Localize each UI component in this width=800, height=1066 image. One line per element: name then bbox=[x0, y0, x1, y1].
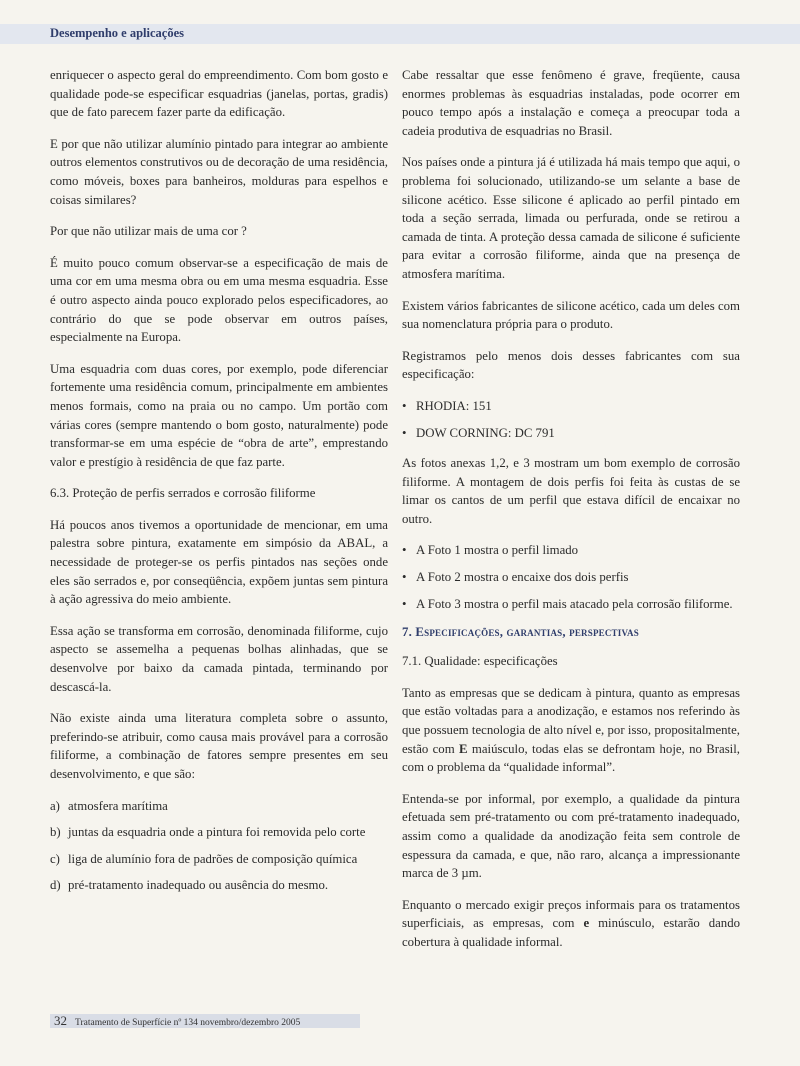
bullet-icon: • bbox=[402, 596, 407, 611]
list-item: c) liga de alumínio fora de padrões de composição química bbox=[50, 851, 358, 866]
footer-text: Tratamento de Superfície nº 134 novembro/dezembro 2005 bbox=[75, 1018, 301, 1028]
paragraph: enriquecer o aspecto geral do empreendimento. Com bom gosto e qualidade pode-se especificar esquadrias (janelas, portas, gradis) que de fato parecem fazer parte da edificação. bbox=[50, 68, 388, 120]
bullet-icon: • bbox=[402, 570, 407, 585]
left-column bbox=[50, 66, 388, 903]
paragraph: Registramos pelo menos dois desses fabricantes com sua especificação: bbox=[402, 348, 740, 382]
page-number: 32 bbox=[54, 1013, 67, 1028]
factor-list bbox=[50, 797, 388, 895]
subsection-heading: 7.1. Qualidade: especificações bbox=[402, 654, 558, 669]
paragraph: Há poucos anos tivemos a oportunidade de mencionar, em uma palestra sobre pintura, exatamente em simpósio da ABAL, a necessidade de proteger-se os perfis pintados nas seções onde eles são serrados e, por conseqüência, expõem juntas sem pintura à ação agressiva do meio ambiente. bbox=[50, 517, 388, 607]
photo-list bbox=[402, 541, 740, 613]
paragraph: Essa ação se transforma em corrosão, denominada filiforme, cujo aspecto se assemelha a pequenas bolhas alinhadas, que se desenvolve por baixo da camada pintada, terminando por descascá-la. bbox=[50, 623, 388, 694]
list-item: • A Foto 3 mostra o perfil mais atacado pela corrosão filiforme. bbox=[402, 595, 740, 614]
page-footer bbox=[54, 1013, 300, 1029]
paragraph: E por que não utilizar alumínio pintado para integrar ao ambiente outros elementos construtivos ou de decoração de uma residência, como móveis, boxes para banheiros, molduras para espelhos e coisas similares? bbox=[50, 136, 388, 207]
paragraph: As fotos anexas 1,2, e 3 mostram um bom exemplo de corrosão filiforme. A montagem de dois perfis foi feita às custas de se limar os cantos de um perfil que estava difícil de encaixar no outro. bbox=[402, 456, 740, 526]
list-item: b) juntas da esquadria onde a pintura foi removida pelo corte bbox=[50, 825, 366, 840]
paragraph: Uma esquadria com duas cores, por exemplo, pode diferenciar fortemente uma residência comum, principalmente em ambientes menos formais, como na praia ou no campo. Um portão com várias cores (sempre mantendo o bom gosto, naturalmente) pode transformar-se em uma espécie de “obra de arte”, emprestando valor e prestígio à residência de que faz parte. bbox=[50, 361, 388, 469]
bullet-icon: • bbox=[402, 398, 407, 413]
subsection-heading: 6.3. Proteção de perfis serrados e corrosão filiforme bbox=[50, 486, 316, 501]
paragraph: Entenda-se por informal, por exemplo, a qualidade da pintura efetuada sem pré-tratamento ou com pré-tratamento inadequado, assim como a qualidade da anodização feita sem controle de espessura da camada, e que, não raro, alcança a impressionante marca de 3 µm. bbox=[402, 791, 740, 881]
list-item: • RHODIA: 151 bbox=[402, 397, 740, 416]
paragraph: Existem vários fabricantes de silicone acético, cada um deles com sua nomenclatura própria para o produto. bbox=[402, 298, 740, 332]
right-column bbox=[402, 66, 740, 965]
paragraph: Não existe ainda uma literatura completa sobre o assunto, preferindo-se atribuir, como causa mais provável para a corrosão filiforme, a combinação de fatores sempre presentes em seu desenvolvimento, e que são: bbox=[50, 711, 388, 781]
list-item: d) pré-tratamento inadequado ou ausência do mesmo. bbox=[50, 878, 329, 893]
section-label: Desempenho e aplicações bbox=[50, 26, 185, 40]
list-item: • A Foto 2 mostra o encaixe dos dois perfis bbox=[402, 568, 740, 587]
list-item: • A Foto 1 mostra o perfil limado bbox=[402, 541, 740, 560]
paragraph: É muito pouco comum observar-se a especificação de mais de uma cor em uma mesma obra ou em uma mesma esquadria. Esse é outro aspecto ainda pouco explorado pelos especificadores, ao contrário do que se pode observar em outros países, especialmente na Europa. bbox=[50, 255, 388, 345]
manufacturer-list bbox=[402, 397, 740, 442]
paragraph: Enquanto o mercado exigir preços informais para os tratamentos superficiais, as empresas, com e minúsculo, estarão dando cobertura à qualidade informal. bbox=[402, 897, 740, 949]
paragraph: Cabe ressaltar que esse fenômeno é grave, freqüente, causa enormes problemas às esquadrias instaladas, pode ocorrer em pouco tempo após a instalação e começa a preocupar toda a cadeia produtiva de esquadrias no Brasil. bbox=[402, 68, 740, 138]
bullet-icon: • bbox=[402, 543, 407, 558]
list-item: • DOW CORNING: DC 791 bbox=[402, 424, 740, 443]
paragraph: Nos países onde a pintura já é utilizada há mais tempo que aqui, o problema foi solucionado, utilizando-se um selante a base de silicone acético. Esse silicone é aplicado ao perfil pintado em toda a seção serrada, limada ou perfurada, onde se retirou a camada de tinta. A proteção dessa camada de silicone é suficiente para evitar a corrosão filiforme, ainda que na presença de atmosfera marítima. bbox=[402, 155, 740, 281]
bullet-icon: • bbox=[402, 425, 407, 440]
section-heading: 7. Especificações, garantias, perspectivas bbox=[402, 625, 639, 640]
paragraph: Tanto as empresas que se dedicam à pintura, quanto as empresas que estão voltadas para a anodização, e estamos nos referindo às que possuem tecnologia de alto nível e, por isso, propositalmente, estão com E maiúsculo, todas elas se defrontam hoje, no Brasil, com o problema da “qualidade informal”. bbox=[402, 685, 740, 775]
paragraph: Por que não utilizar mais de uma cor ? bbox=[50, 224, 247, 239]
list-item: a) atmosfera marítima bbox=[50, 798, 168, 813]
